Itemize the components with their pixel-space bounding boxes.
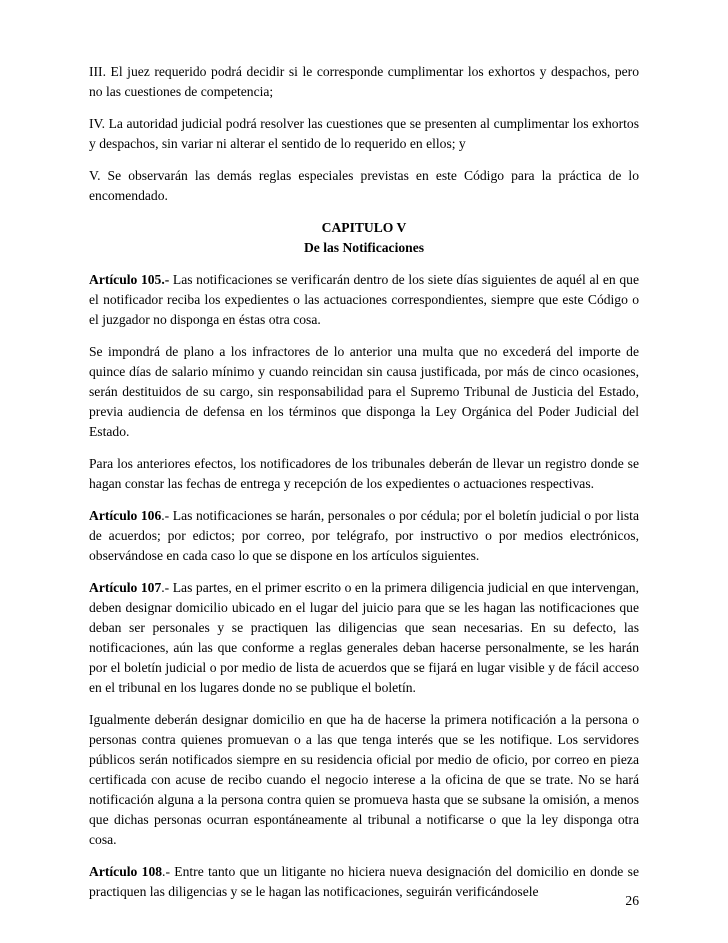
article-105-paragraph-3: Para los anteriores efectos, los notificadores de los tribunales deberán de llevar un registro donde se hagan constar las fechas de entrega y recepción de los expedientes o actuaciones respectivas.	[89, 456, 639, 491]
article-107-text: .- Las partes, en el primer escrito o en la primera diligencia judicial en que intervengan, deben designar domicilio ubicado en el lugar del juicio para que se les hagan las notificaciones que deban ser personales y se practiquen las diligencias que sean necesarias. En su defecto, las notificaciones, aún las que conforme a reglas generales deban hacerse personalmente, se les harán por el boletín judicial o por medio de lista de acuerdos que se fijará en lugar visible y de fácil acceso en el tribunal en los lugares donde no se publique el boletín.	[89, 580, 639, 695]
page-body	[89, 62, 639, 914]
article-105-text: Las notificaciones se verificarán dentro de los siete días siguientes de aquél al en que el notificador reciba los expedientes o las actuaciones correspondientes, siempre que este Código o el juzgador no disponga en éstas otra cosa.	[89, 272, 639, 327]
article-106	[89, 506, 639, 566]
chapter-subtitle: De las Notificaciones	[303, 240, 425, 255]
article-105-paragraph-2: Se impondrá de plano a los infractores de lo anterior una multa que no excederá del importe de quince días de salario mínimo y cuando reincidan sin causa justificada, por más de cinco ocasiones, serán destituidos de su cargo, sin responsabilidad para el Supremo Tribunal de Justicia del Estado, previa audiencia de defensa en los términos que disponga la Ley Orgánica del Poder Judicial del Estado.	[89, 344, 639, 439]
article-106-text: .- Las notificaciones se harán, personales o por cédula; por el boletín judicial o por lista de acuerdos; por edictos; por correo, por telégrafo, por instructivo o por medios electrónicos, observándose en cada caso lo que se dispone en los artículos siguientes.	[89, 508, 639, 563]
article-107-label: Artículo 107	[89, 580, 162, 595]
article-107-paragraph-2: Igualmente deberán designar domicilio en que ha de hacerse la primera notificación a la persona o personas contra quienes promuevan o a las que tenga interés que se les notifique. Los servidores públicos serán notificados siempre en su residencia oficial por medio de oficio, por correo en pieza certificada con acuse de recibo cuando el negocio interese a la oficina de que se trate. No se hará notificación alguna a la persona contra quien se promueva hasta que se subsane la omisión, a menos que dichas personas ocurran espontáneamente al tribunal a notificarse o que la ley disponga otra cosa.	[89, 712, 639, 847]
page-number: 26	[625, 893, 639, 908]
chapter-title: CAPITULO V	[321, 220, 407, 235]
paragraph-iv: IV. La autoridad judicial podrá resolver las cuestiones que se presenten al cumplimentar los exhortos y despachos, sin variar ni alterar el sentido de lo requerido en ellos; y	[89, 116, 639, 151]
paragraph-iii: III. El juez requerido podrá decidir si le corresponde cumplimentar los exhortos y despachos, pero no las cuestiones de competencia;	[89, 64, 639, 99]
article-107	[89, 578, 639, 698]
article-108-label: Artículo 108	[89, 864, 163, 879]
article-108-text: .- Entre tanto que un litigante no hiciera nueva designación del domicilio en donde se practiquen las diligencias y se le hagan las notificaciones, seguirán verificándosele	[89, 864, 639, 899]
article-106-label: Artículo 106	[89, 508, 162, 523]
paragraph-v: V. Se observarán las demás reglas especiales previstas en este Código para la práctica de lo encomendado.	[89, 168, 639, 203]
article-105	[89, 270, 639, 330]
article-108	[89, 862, 639, 902]
article-105-label: Artículo 105.-	[89, 272, 170, 287]
